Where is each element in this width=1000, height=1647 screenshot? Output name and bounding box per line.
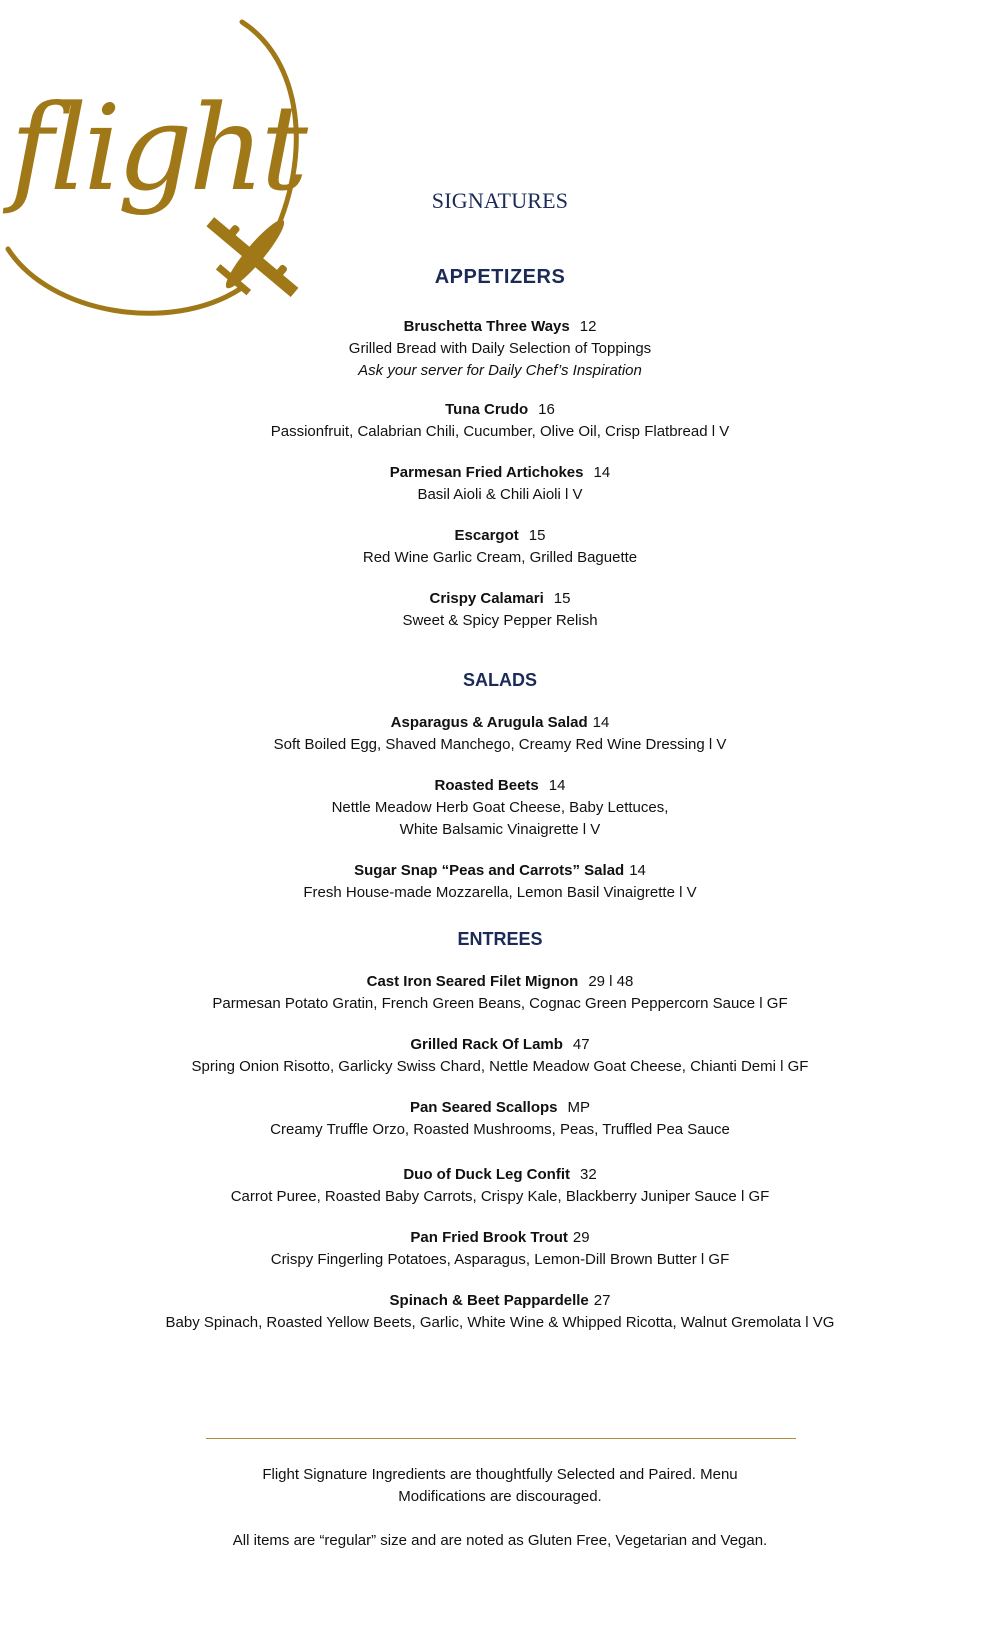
item-price: 14 <box>548 777 566 794</box>
menu-item <box>0 860 1000 904</box>
item-price: 29 <box>572 1229 590 1246</box>
item-name: Parmesan Fried Artichokes <box>389 464 584 481</box>
item-price: 29 l 48 <box>588 973 634 990</box>
item-name: Cast Iron Seared Filet Mignon <box>366 973 579 990</box>
item-name: Crispy Calamari <box>429 590 544 607</box>
menu-item <box>0 316 1000 382</box>
item-description: Spring Onion Risotto, Garlicky Swiss Chard, Nettle Meadow Goat Cheese, Chianti Demi l GF <box>191 1058 809 1075</box>
footer-line: Flight Signature Ingredients are thoughtfully Selected and Paired. Menu <box>262 1466 738 1483</box>
section-title-entrees: ENTREES <box>457 929 543 949</box>
item-name: Escargot <box>454 527 519 544</box>
item-price: 15 <box>553 590 571 607</box>
item-name: Roasted Beets <box>434 777 539 794</box>
item-note: Ask your server for Daily Chef’s Inspiration <box>358 362 642 379</box>
item-name: Grilled Rack Of Lamb <box>410 1036 563 1053</box>
item-price: 15 <box>528 527 546 544</box>
menu-item <box>0 525 1000 569</box>
item-description: Red Wine Garlic Cream, Grilled Baguette <box>362 549 638 566</box>
item-description: Soft Boiled Egg, Shaved Manchego, Creamy Red Wine Dressing l V <box>273 736 727 753</box>
item-description: Creamy Truffle Orzo, Roasted Mushrooms, Peas, Truffled Pea Sauce <box>270 1121 730 1138</box>
item-description: Parmesan Potato Gratin, French Green Beans, Cognac Green Peppercorn Sauce l GF <box>212 995 788 1012</box>
menu-item <box>0 1164 1000 1208</box>
item-description-line-2: White Balsamic Vinaigrette l V <box>399 821 601 838</box>
item-name: Tuna Crudo <box>445 401 529 418</box>
item-name: Duo of Duck Leg Confit <box>403 1166 570 1183</box>
menu-item <box>0 462 1000 506</box>
item-description: Nettle Meadow Herb Goat Cheese, Baby Lettuces, <box>331 799 669 816</box>
item-price: 14 <box>629 862 646 879</box>
item-name: Pan Fried Brook Trout <box>410 1229 568 1246</box>
item-description: Carrot Puree, Roasted Baby Carrots, Crispy Kale, Blackberry Juniper Sauce l GF <box>230 1188 770 1205</box>
menu-item <box>0 971 1000 1015</box>
section-title-salads: SALADS <box>462 670 537 690</box>
item-description: Grilled Bread with Daily Selection of Toppings <box>348 340 652 357</box>
item-name: Sugar Snap “Peas and Carrots” Salad <box>354 862 625 879</box>
menu-item <box>0 712 1000 756</box>
item-description: Passionfruit, Calabrian Chili, Cucumber, Olive Oil, Crisp Flatbread l V <box>270 423 730 440</box>
menu-item <box>0 775 1000 841</box>
item-description: Baby Spinach, Roasted Yellow Beets, Garlic, White Wine & Whipped Ricotta, Walnut Gremolata l VG <box>165 1314 835 1331</box>
menu-item <box>0 1034 1000 1078</box>
menu-item <box>0 588 1000 632</box>
item-name: Bruschetta Three Ways <box>403 318 570 335</box>
item-description: Basil Aioli & Chili Aioli l V <box>417 486 583 503</box>
svg-text:flight: flight <box>10 79 305 217</box>
item-price: 14 <box>592 714 610 731</box>
menu-item <box>0 1097 1000 1141</box>
item-price: 12 <box>579 318 597 335</box>
item-price: 27 <box>593 1292 611 1309</box>
item-price: 16 <box>538 401 555 418</box>
footer-divider <box>206 1438 796 1439</box>
item-name: Asparagus & Arugula Salad <box>390 714 588 731</box>
footer-note-modifications <box>0 1464 1000 1508</box>
footer-note-dietary: All items are “regular” size and are noted as Gluten Free, Vegetarian and Vegan. <box>232 1532 768 1549</box>
menu-item <box>0 1290 1000 1334</box>
item-description: Sweet & Spicy Pepper Relish <box>402 612 598 629</box>
section-title-appetizers: APPETIZERS <box>434 266 566 288</box>
item-name: Spinach & Beet Pappardelle <box>389 1292 589 1309</box>
item-price: 47 <box>572 1036 590 1053</box>
item-price: MP <box>567 1099 591 1116</box>
menu-item <box>0 399 1000 443</box>
item-price: 14 <box>593 464 611 481</box>
item-description: Fresh House-made Mozzarella, Lemon Basil Vinaigrette l V <box>303 884 697 901</box>
item-description: Crispy Fingerling Potatoes, Asparagus, Lemon-Dill Brown Butter l GF <box>270 1251 730 1268</box>
menu-item <box>0 1227 1000 1271</box>
item-name: Pan Seared Scallops <box>409 1099 558 1116</box>
footer-line: Modifications are discouraged. <box>398 1488 602 1505</box>
menu-title: SIGNATURES <box>431 188 569 213</box>
item-price: 32 <box>579 1166 597 1183</box>
